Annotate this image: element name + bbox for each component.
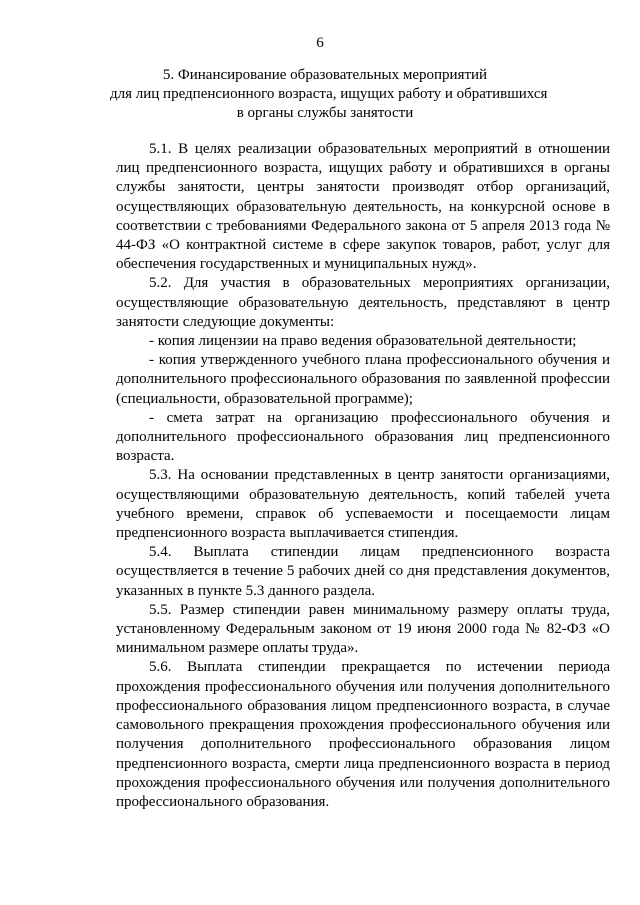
paragraph-5-2: 5.2. Для участия в образовательных мероприятиях организации, осуществляющие образовательную деятельность, представляют в центр занятости следующие документы: bbox=[116, 275, 610, 330]
paragraph-5-3: 5.3. На основании представленных в центр занятости организациями, осуществляющими образовательную деятельность, копий табелей учета учебного времени, справок об успеваемости и посещаемости лицам предпенсионного возраста выплачивается стипендия. bbox=[116, 467, 610, 542]
section-heading-line-2: для лиц предпенсионного возраста, ищущих работу и обратившихся bbox=[110, 86, 548, 102]
list-item-curriculum-copy: - копия утвержденного учебного плана профессионального обучения и дополнительного профессионального образования по заявленной профессии (специальности, образовательной программе); bbox=[116, 352, 610, 407]
paragraph-5-5: 5.5. Размер стипендии равен минимальному размеру оплаты труда, установленному Федеральным законом от 19 июня 2000 года № 82-ФЗ «О минимальном размере оплаты труда». bbox=[116, 601, 610, 657]
document-body bbox=[116, 140, 610, 812]
list-item-license-copy: - копия лицензии на право ведения образовательной деятельности; bbox=[149, 333, 577, 350]
section-heading-line-3: в органы службы занятости bbox=[236, 105, 414, 121]
list-item-cost-estimate: - смета затрат на организацию профессионального обучения и дополнительного профессионального образования лиц предпенсионного возраста. bbox=[116, 409, 610, 465]
paragraph-5-6: 5.6. Выплата стипендии прекращается по истечении периода прохождения профессионального обучения или получения дополнительного профессионального образования лицом предпенсионного возраста, в случае самовольного прекращения прохождения профессионального обучения или получения дополнительного профессионального образования лицом предпенсионного возраста, смерти лица предпенсионного возраста в период прохождения профессионального обучения или получения дополнительного профессионального образования. bbox=[116, 659, 610, 810]
section-heading-line-1: 5. Финансирование образовательных мероприятий bbox=[162, 67, 488, 83]
section-heading bbox=[110, 66, 548, 123]
paragraph-5-4: 5.4. Выплата стипендии лицам предпенсионного возраста осуществляется в течение 5 рабочих дней со дня представления документов, указанных в пункте 5.3 данного раздела. bbox=[116, 544, 610, 599]
page-number: 6 bbox=[316, 35, 324, 51]
paragraph-5-1: 5.1. В целях реализации образовательных мероприятий в отношении лиц предпенсионного возраста, ищущих работу и обратившихся в органы службы занятости, центры занятости производят отбор организаций, осуществляющих образовательную деятельность, на конкурсной основе в соответствии с требованиями Федерального закона от 5 апреля 2013 года № 44-ФЗ «О контрактной системе в сфере закупок товаров, работ, услуг для обеспечения государственных и муниципальных нужд». bbox=[116, 141, 610, 273]
